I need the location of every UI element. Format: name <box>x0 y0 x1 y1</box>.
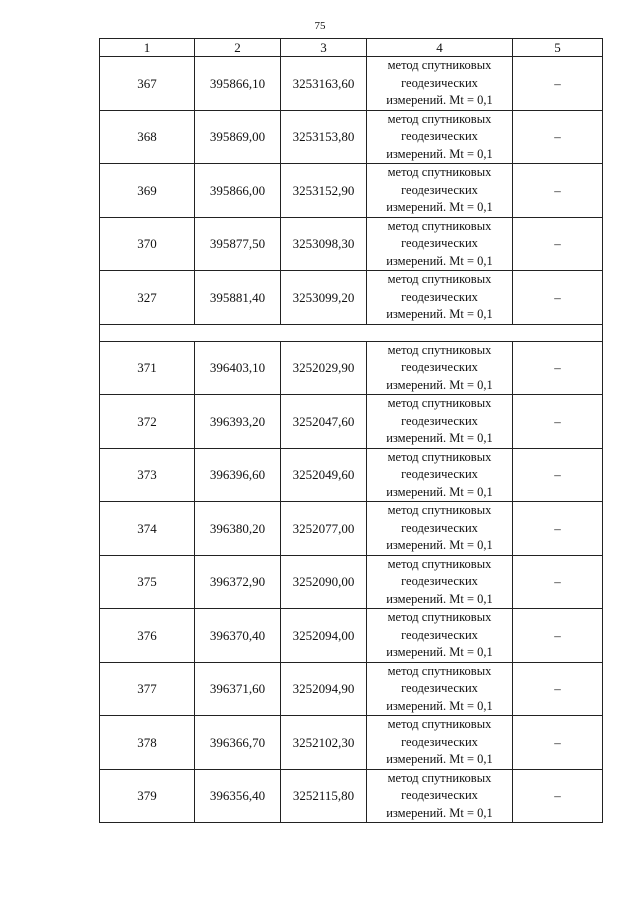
y-coordinate-cell: 3252115,80 <box>281 769 367 823</box>
y-coordinate-cell: 3252094,00 <box>281 609 367 663</box>
method-text-line: метод спутниковых <box>387 717 492 731</box>
point-number-cell: 372 <box>100 395 195 449</box>
point-number-cell: 367 <box>100 57 195 111</box>
note-cell <box>513 217 603 271</box>
method-text-line: измерений. Mt = 0,1 <box>386 200 493 214</box>
y-coordinate-cell: 3252029,90 <box>281 341 367 395</box>
method-text-line: геодезических <box>401 289 478 304</box>
table-row <box>100 769 603 823</box>
table-row <box>100 555 603 609</box>
method-text-line: измерений. Mt = 0,1 <box>386 538 493 552</box>
method-text-line: измерений. Mt = 0,1 <box>386 591 493 606</box>
method-text-line: метод спутниковых <box>387 342 492 357</box>
method-text-line: метод спутниковых <box>387 610 492 624</box>
note-cell <box>513 271 603 325</box>
method-text-line: метод спутниковых <box>387 396 492 410</box>
x-coordinate-cell: 395866,10 <box>195 57 281 111</box>
method-text-line: метод спутниковых <box>387 272 492 286</box>
method-cell <box>367 716 513 770</box>
method-text-line: геодезических <box>401 75 478 90</box>
x-coordinate-cell: 395869,00 <box>195 110 281 164</box>
method-cell <box>367 110 513 164</box>
point-number-cell: 371 <box>100 341 195 395</box>
note-cell <box>513 395 603 449</box>
point-number-cell: 379 <box>100 769 195 823</box>
method-cell <box>367 555 513 609</box>
note-cell <box>513 662 603 716</box>
method-cell <box>367 217 513 271</box>
table-row <box>100 609 603 663</box>
x-coordinate-cell: 396366,70 <box>195 716 281 770</box>
y-coordinate-cell: 3252090,00 <box>281 555 367 609</box>
point-number-cell: 374 <box>100 502 195 556</box>
x-coordinate-cell: 396403,10 <box>195 341 281 395</box>
separator-cell <box>100 324 603 341</box>
point-number-cell: 378 <box>100 716 195 770</box>
method-cell <box>367 164 513 218</box>
method-cell <box>367 57 513 111</box>
note-cell <box>513 448 603 502</box>
method-text-line: геодезических <box>401 574 478 588</box>
dash-mark: – <box>554 734 561 750</box>
y-coordinate-cell: 3252102,30 <box>281 716 367 770</box>
table-row <box>100 217 603 271</box>
y-coordinate-cell: 3253099,20 <box>281 271 367 325</box>
method-cell <box>367 395 513 449</box>
method-cell <box>367 769 513 823</box>
x-coordinate-cell: 395866,00 <box>195 164 281 218</box>
x-coordinate-cell: 396370,40 <box>195 609 281 663</box>
method-text-line: измерений. Mt = 0,1 <box>386 752 493 766</box>
x-coordinate-cell: 396356,40 <box>195 769 281 823</box>
method-text-line: геодезических <box>401 236 478 250</box>
x-coordinate-cell: 396372,90 <box>195 555 281 609</box>
method-text-line: геодезических <box>401 182 478 197</box>
point-number-cell: 369 <box>100 164 195 218</box>
method-text-line: измерений. Mt = 0,1 <box>386 645 493 659</box>
dash-mark: – <box>554 182 561 198</box>
column-header: 4 <box>367 39 513 57</box>
page-number: 75 <box>314 20 326 32</box>
table-row <box>100 716 603 770</box>
dash-mark: – <box>554 627 561 643</box>
table-row <box>100 341 603 395</box>
method-text-line: измерений. Mt = 0,1 <box>386 484 493 499</box>
note-cell <box>513 341 603 395</box>
x-coordinate-cell: 396380,20 <box>195 502 281 556</box>
method-cell <box>367 271 513 325</box>
method-text-line: геодезических <box>401 627 478 642</box>
dash-mark: – <box>554 360 561 376</box>
dash-mark: – <box>554 236 561 252</box>
table-row <box>100 57 603 111</box>
dash-mark: – <box>554 574 561 590</box>
table-row <box>100 395 603 449</box>
dash-mark: – <box>554 129 561 145</box>
dash-mark: – <box>554 681 561 697</box>
method-text-line: геодезических <box>401 520 478 535</box>
method-text-line: измерений. Mt = 0,1 <box>386 431 493 445</box>
method-cell <box>367 662 513 716</box>
x-coordinate-cell: 396396,60 <box>195 448 281 502</box>
column-header: 5 <box>513 39 603 57</box>
method-text-line: измерений. Mt = 0,1 <box>386 805 493 820</box>
method-text-line: геодезических <box>401 129 478 143</box>
method-text-line: геодезических <box>401 413 478 428</box>
table-header-row <box>100 39 603 57</box>
method-text-line: измерений. Mt = 0,1 <box>386 307 493 321</box>
method-cell <box>367 609 513 663</box>
method-text-line: метод спутниковых <box>387 218 492 233</box>
column-header: 1 <box>100 39 195 57</box>
table-row <box>100 448 603 502</box>
point-number-cell: 327 <box>100 271 195 325</box>
method-text-line: измерений. Mt = 0,1 <box>386 698 493 713</box>
note-cell <box>513 716 603 770</box>
dash-mark: – <box>554 788 561 804</box>
y-coordinate-cell: 3253152,90 <box>281 164 367 218</box>
method-cell <box>367 448 513 502</box>
y-coordinate-cell: 3253163,60 <box>281 57 367 111</box>
method-text-line: метод спутниковых <box>387 165 492 179</box>
dash-mark: – <box>554 75 561 91</box>
method-text-line: метод спутниковых <box>387 58 492 72</box>
y-coordinate-cell: 3253098,30 <box>281 217 367 271</box>
dash-mark: – <box>554 413 561 429</box>
note-cell <box>513 57 603 111</box>
dash-mark: – <box>554 520 561 536</box>
separator-row <box>100 324 603 341</box>
point-number-cell: 375 <box>100 555 195 609</box>
note-cell <box>513 555 603 609</box>
point-number-cell: 368 <box>100 110 195 164</box>
point-number-cell: 377 <box>100 662 195 716</box>
point-number-cell: 373 <box>100 448 195 502</box>
note-cell <box>513 609 603 663</box>
table-row <box>100 662 603 716</box>
x-coordinate-cell: 396393,20 <box>195 395 281 449</box>
method-text-line: измерений. Mt = 0,1 <box>386 146 493 161</box>
column-header: 2 <box>195 39 281 57</box>
method-text-line: геодезических <box>401 788 478 802</box>
method-text-line: геодезических <box>401 681 478 695</box>
y-coordinate-cell: 3253153,80 <box>281 110 367 164</box>
coordinates-table <box>99 38 603 823</box>
dash-mark: – <box>554 467 561 483</box>
method-text-line: метод спутниковых <box>387 503 492 517</box>
x-coordinate-cell: 395877,50 <box>195 217 281 271</box>
note-cell <box>513 164 603 218</box>
method-text-line: измерений. Mt = 0,1 <box>386 93 493 107</box>
point-number-cell: 376 <box>100 609 195 663</box>
dash-mark: – <box>554 289 561 305</box>
table-row <box>100 502 603 556</box>
y-coordinate-cell: 3252077,00 <box>281 502 367 556</box>
y-coordinate-cell: 3252094,90 <box>281 662 367 716</box>
x-coordinate-cell: 395881,40 <box>195 271 281 325</box>
method-text-line: измерений. Mt = 0,1 <box>386 253 493 268</box>
note-cell <box>513 769 603 823</box>
y-coordinate-cell: 3252047,60 <box>281 395 367 449</box>
method-text-line: метод спутниковых <box>387 111 492 126</box>
method-text-line: геодезических <box>401 734 478 749</box>
method-text-line: геодезических <box>401 467 478 481</box>
method-text-line: метод спутниковых <box>387 449 492 464</box>
method-cell <box>367 341 513 395</box>
method-text-line: геодезических <box>401 360 478 374</box>
method-text-line: метод спутниковых <box>387 770 492 785</box>
table-row <box>100 271 603 325</box>
table-row <box>100 164 603 218</box>
y-coordinate-cell: 3252049,60 <box>281 448 367 502</box>
point-number-cell: 370 <box>100 217 195 271</box>
column-header: 3 <box>281 39 367 57</box>
note-cell <box>513 110 603 164</box>
table-row <box>100 110 603 164</box>
x-coordinate-cell: 396371,60 <box>195 662 281 716</box>
method-text-line: метод спутниковых <box>387 663 492 678</box>
note-cell <box>513 502 603 556</box>
method-cell <box>367 502 513 556</box>
method-text-line: метод спутниковых <box>387 556 492 571</box>
method-text-line: измерений. Mt = 0,1 <box>386 377 493 392</box>
